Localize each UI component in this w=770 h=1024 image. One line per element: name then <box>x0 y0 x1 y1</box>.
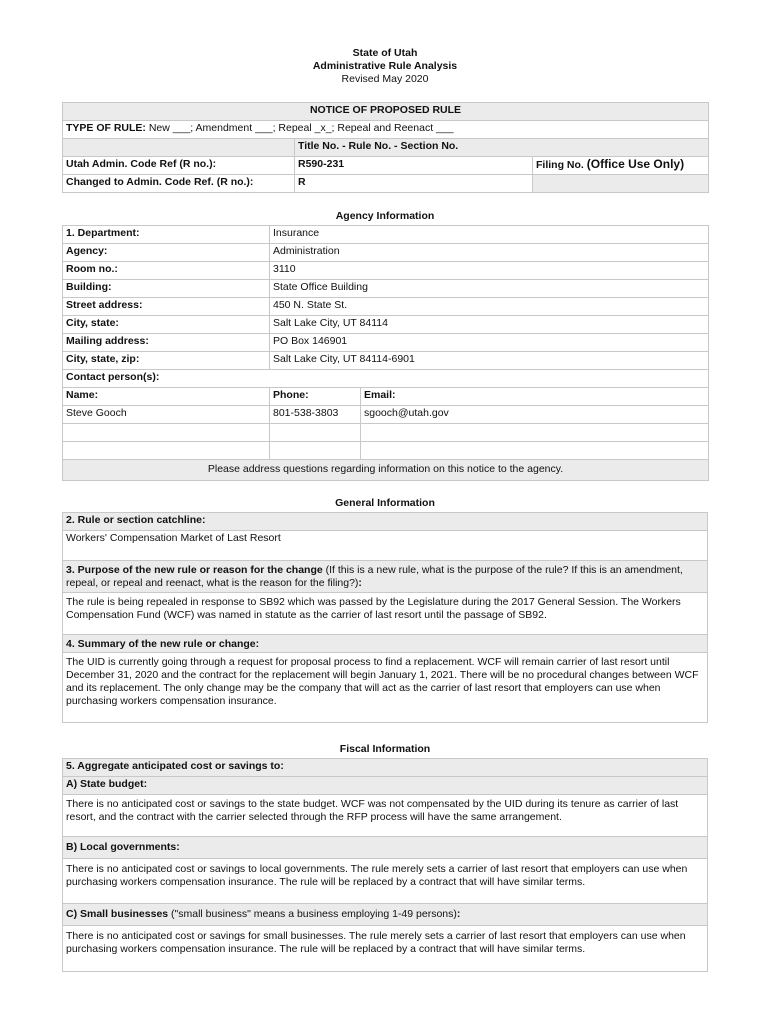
agency-note: Please address questions regarding information on this notice to the agency. <box>63 460 709 481</box>
agency-value: PO Box 146901 <box>270 334 709 352</box>
purpose-label: 3. Purpose of the new rule or reason for the change <box>66 564 323 576</box>
blank-cell <box>63 424 270 442</box>
small-business-answer: There is no anticipated cost or savings for small businesses. The rule merely sets a carrier of last resort that employers can use when purchasing workers compensation insurance. The rule will be replaced by a contract that will have similar terms. <box>63 926 708 972</box>
title-no-label: Title No. - Rule No. - Section No. <box>295 139 709 157</box>
purpose-hint: (If this is a new rule, what is the purpose of the rule? If this is an amendment, repeal, or repeal and reenact, what is the reason for the filing?) <box>66 564 683 589</box>
agency-table <box>62 225 709 481</box>
type-of-rule-text: New ___; Amendment ___; Repeal _x_; Repeal and Reenact ___ <box>148 122 454 134</box>
summary-label: 4. Summary of the new rule or change: <box>63 635 708 653</box>
agency-label: City, state, zip: <box>63 352 270 370</box>
state-budget-label: A) State budget: <box>63 777 708 795</box>
general-table <box>62 512 708 723</box>
agency-label: Street address: <box>63 298 270 316</box>
blank-cell <box>63 139 295 157</box>
type-of-rule-row <box>63 121 709 139</box>
blank-cell <box>63 442 270 460</box>
local-gov-label: B) Local governments: <box>63 837 708 859</box>
filing-no-cell <box>533 157 709 175</box>
general-section-title: General Information <box>335 497 435 509</box>
blank-cell <box>361 424 709 442</box>
state-title: State of Utah <box>352 47 418 59</box>
notice-title: NOTICE OF PROPOSED RULE <box>63 103 709 121</box>
agency-value: Salt Lake City, UT 84114-6901 <box>270 352 709 370</box>
blank-cell <box>533 175 709 193</box>
small-business-hint: ("small business" means a business employing 1-49 persons) <box>168 908 457 920</box>
agency-value: Insurance <box>270 226 709 244</box>
catchline-label: 2. Rule or section catchline: <box>63 513 708 531</box>
local-gov-answer: There is no anticipated cost or savings to local governments. The rule merely sets a carrier of last resort that employers can use when purchasing workers compensation insurance. The rule will be replaced by a contract that will have similar terms. <box>63 859 708 904</box>
code-ref-label: Utah Admin. Code Ref (R no.): <box>63 157 295 175</box>
document-title: Administrative Rule Analysis <box>312 60 458 72</box>
small-business-label: C) Small businesses <box>66 908 169 920</box>
agency-value: Administration <box>270 244 709 262</box>
agency-label: City, state: <box>63 316 270 334</box>
filing-office-use: (Office Use Only) <box>586 157 685 171</box>
notice-table <box>62 102 709 193</box>
changed-ref-value: R <box>295 175 533 193</box>
revision-date: Revised May 2020 <box>341 73 429 85</box>
contact-phone: 801-538-3803 <box>270 406 361 424</box>
blank-cell <box>270 442 361 460</box>
blank-cell <box>270 424 361 442</box>
phone-header: Phone: <box>270 388 361 406</box>
name-header: Name: <box>63 388 270 406</box>
agency-label: Building: <box>63 280 270 298</box>
contact-name: Steve Gooch <box>63 406 270 424</box>
state-budget-answer: There is no anticipated cost or savings to the state budget. WCF was not compensated by the UID during its tenure as carrier of last resort, and the contract with the carrier selected through the RFP process will have the same arrangement. <box>63 795 708 837</box>
code-ref-value: R590-231 <box>295 157 533 175</box>
purpose-question <box>63 561 708 593</box>
small-business-colon: : <box>456 908 461 920</box>
blank-cell <box>361 442 709 460</box>
agency-value: State Office Building <box>270 280 709 298</box>
agency-value: 450 N. State St. <box>270 298 709 316</box>
agency-label: Agency: <box>63 244 270 262</box>
filing-no-label: Filing No. <box>536 159 587 171</box>
small-business-question <box>63 904 708 926</box>
agency-label: 1. Department: <box>63 226 270 244</box>
agency-section-title: Agency Information <box>335 210 435 222</box>
email-header: Email: <box>361 388 709 406</box>
agency-label: Room no.: <box>63 262 270 280</box>
purpose-colon: : <box>358 577 362 589</box>
aggregate-label: 5. Aggregate anticipated cost or savings to: <box>63 759 708 777</box>
type-of-rule-label: TYPE OF RULE: <box>66 122 146 134</box>
summary-answer: The UID is currently going through a request for proposal process to find a replacement. WCF will remain carrier of last resort until December 31, 2020 and the contract for the replacement will begin January 1, 2021. There will be no procedural changes between WCF and its replacement. The only change may be the company that will act as the carrier of last resort that employers can use when purchasing workers compensation insurance. <box>63 653 708 723</box>
fiscal-table <box>62 758 708 972</box>
catchline-answer: Workers' Compensation Market of Last Resort <box>63 531 708 561</box>
fiscal-section-title: Fiscal Information <box>339 743 431 755</box>
changed-ref-label: Changed to Admin. Code Ref. (R no.): <box>63 175 295 193</box>
agency-label: Mailing address: <box>63 334 270 352</box>
purpose-answer: The rule is being repealed in response to SB92 which was passed by the Legislature during the 2017 General Session. The Workers Compensation Fund (WCF) was named in statute as the carrier of last resort until the passage of SB92. <box>63 593 708 635</box>
agency-value: Salt Lake City, UT 84114 <box>270 316 709 334</box>
contact-email: sgooch@utah.gov <box>361 406 709 424</box>
contact-persons-label: Contact person(s): <box>63 370 709 388</box>
agency-value: 3110 <box>270 262 709 280</box>
